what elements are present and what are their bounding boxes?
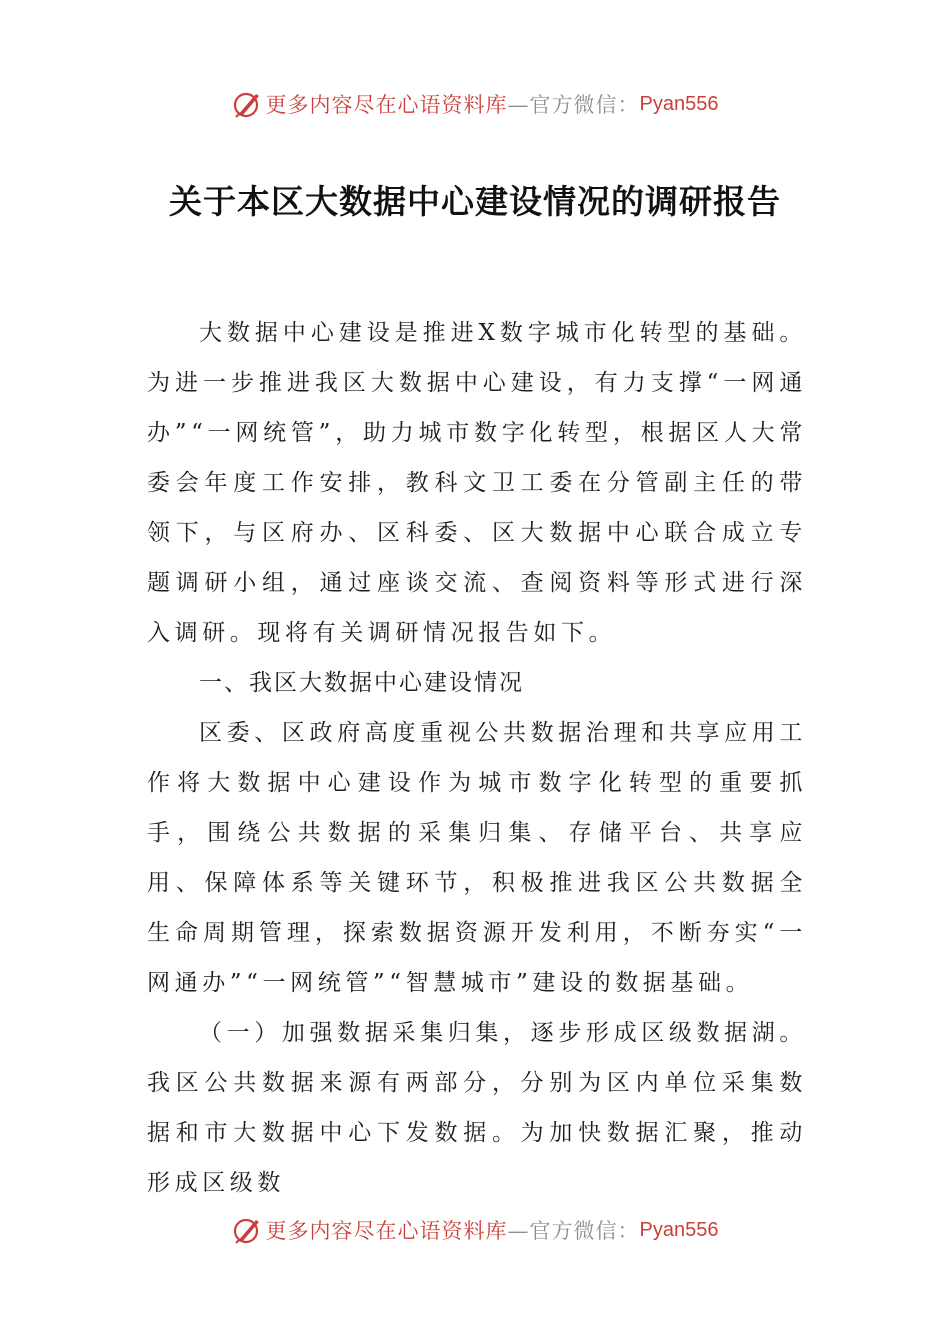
watermark-wechat-id: Pyan556: [639, 1218, 719, 1241]
quill-pen-circle-icon: [232, 1215, 262, 1245]
watermark-banner-top: [0, 84, 950, 124]
document-title: 关于本区大数据中心建设情况的调研报告: [169, 182, 781, 221]
document-body: [147, 308, 807, 1208]
watermark-site-name: 更多内容尽在心语资料库: [265, 1219, 508, 1243]
watermark-site-name: 更多内容尽在心语资料库: [265, 93, 508, 117]
subsection-paragraph: （一）加强数据采集归集，逐步形成区级数据湖。我区公共数据来源有两部分，分别为区内单位采集数据和市大数据中心下发数据。为加快数据汇聚，推动形成区级数: [147, 1020, 807, 1196]
watermark-banner-bottom: [0, 1210, 950, 1250]
section-heading: 一、我区大数据中心建设情况: [199, 670, 524, 696]
watermark-wechat-id: Pyan556: [639, 92, 719, 115]
intro-paragraph: 大数据中心建设是推进X数字城市化转型的基础。为进一步推进我区大数据中心建设，有力支撑“一网通办”“一网统管”，助力城市数字化转型，根据区人大常委会年度工作安排，教科文卫工委在分管副主任的带领下，与区府办、区科委、区大数据中心联合成立专题调研小组，通过座谈交流、查阅资料等形式进行深入调研。现将有关调研情况报告如下。: [147, 320, 807, 646]
watermark-wechat-label: —官方微信：: [507, 93, 640, 117]
section-paragraph: 区委、区政府高度重视公共数据治理和共享应用工作将大数据中心建设作为城市数字化转型的重要抓手，围绕公共数据的采集归集、存储平台、共享应用、保障体系等关键环节，积极推进我区公共数据全生命周期管理，探索数据资源开发利用，不断夯实“一网通办”“一网统管”“智慧城市”建设的数据基础。: [147, 720, 807, 996]
quill-pen-circle-icon: [232, 89, 262, 119]
watermark-wechat-label: —官方微信：: [507, 1219, 640, 1243]
